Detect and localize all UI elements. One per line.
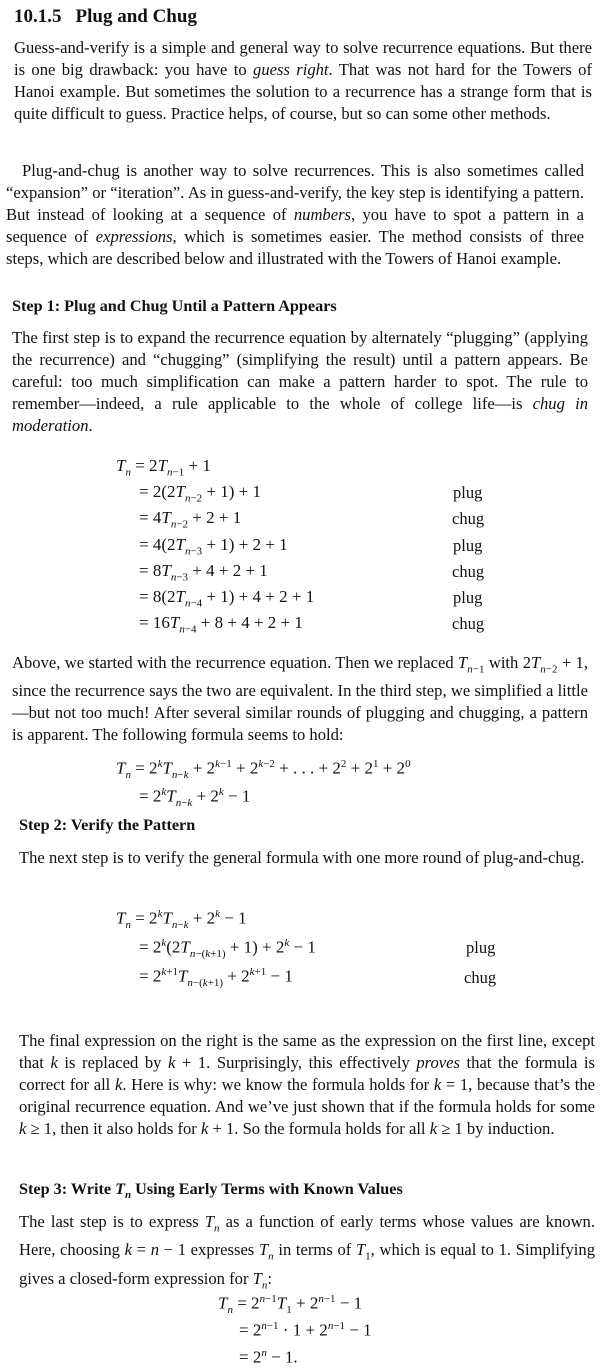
- eq3-line-1: $T_n = 2^{n-1}T_1 + 2^{n-1} - 1$: [218, 1293, 363, 1317]
- section-title-text: Plug and Chug: [75, 6, 197, 27]
- pattern-line-1: $T_n = 2^kT_{n-k} + 2^{k-1} + 2^{k-2}$ + . . . + $2^2 + 2^1 + 2^0$: [116, 758, 411, 782]
- eq1-note-5: plug: [453, 588, 483, 607]
- eq2-note-1: plug: [466, 938, 496, 957]
- step3-heading: Step 3: Write $T_n$ Using Early Terms with Known Values: [19, 1180, 403, 1202]
- eq1-line-6: = $8(2T_{n-4} + 1) + 4 + 2 + 1$: [139, 587, 315, 610]
- eq3-line-2: = $2^{n-1} \cdot 1 + 2^{n-1} - 1$: [239, 1320, 372, 1340]
- eq1-line-3: = $4T_{n-2} + 2 + 1$: [139, 508, 242, 531]
- eq1-line-1: $T_n = 2T_{n-1} + 1$: [116, 456, 211, 479]
- eq2-line-3: = $2^{k+1}T_{n-(k+1)} + 2^{k+1} - 1$: [139, 966, 293, 990]
- eq2-note-2: chug: [464, 968, 497, 987]
- eq1-note-6: chug: [452, 614, 485, 633]
- eq1-note-4: chug: [452, 562, 485, 581]
- step2-paragraph: The next step is to verify the general formula with one more round of plug-and-chug.: [19, 848, 585, 867]
- step1-heading: Step 1: Plug and Chug Until a Pattern Appears: [12, 297, 337, 315]
- step2-heading: Step 2: Verify the Pattern: [19, 816, 196, 834]
- eq1-note-3: plug: [453, 536, 483, 555]
- pattern-line-2: = $2^kT_{n-k} + 2^k - 1$: [139, 786, 251, 810]
- section-title: [14, 6, 197, 28]
- eq1-line-2: = $2(2T_{n-2} + 1) + 1$: [139, 482, 262, 505]
- intro-paragraph-2: Plug-and-chug is another way to solve recurrences. This is also sometimes called “expansion” or “iteration”. As in guess-and-verify, the key step is identifying a pattern. But instead of looking at a sequence of numbers, you have to spot a pattern in a sequence of expressions, which is sometimes easier. The method consists of three steps, which are described below and illustrated with the Towers of Hanoi example.: [6, 161, 584, 268]
- eq1-line-4: = $4(2T_{n-3} + 1) + 2 + 1$: [139, 535, 288, 558]
- step3-paragraph: The last step is to express $T_n$ as a function of early terms whose values are known. Here, choosing k = n − 1 expresses $T_n$ in terms of $T_1$, which is equal to 1. Simplifying gives a closed-form expression for $T_n$:: [19, 1212, 596, 1291]
- intro-paragraph-1: Guess-and-verify is a simple and general way to solve recurrence equations. But there is one big drawback: you have to guess right. That was not hard for the Towers of Hanoi example. But sometimes the solution to a recurrence has a strange form that is quite difficult to guess. Practice helps, of course, but so can some other methods.: [14, 38, 592, 123]
- eq3-line-3: = $2^n - 1$.: [239, 1347, 298, 1367]
- eq1-line-5: = $8T_{n-3} + 4 + 2 + 1$: [139, 561, 268, 584]
- eq2-line-2: = $2^k(2T_{n-(k+1)} + 1) + 2^k - 1$: [139, 937, 316, 961]
- step1-paragraph: The first step is to expand the recurrence equation by alternately “plugging” (applying the recurrence) and “chugging” (simplifying the result) until a pattern appears. Be careful: too much simplification can make a pattern harder to spot. The rule to remember—indeed, a rule applicable to the whole of college life—is chug in moderation.: [12, 328, 588, 435]
- eq1-note-1: plug: [453, 483, 483, 502]
- section-number: 10.1.5: [14, 6, 62, 27]
- eq1-line-7: = $16T_{n-4} + 8 + 4 + 2 + 1$: [139, 613, 303, 636]
- step1-after-paragraph: Above, we started with the recurrence equation. Then we replaced $T_{n-1}$ with $2T_{n-2} + 1$, since the recurrence says the two are equivalent. In the third step, we simplified a little—but not too much! After several similar rounds of plugging and chugging, a pattern is apparent. The following formula seems to hold:: [12, 653, 588, 745]
- eq1-note-2: chug: [452, 509, 485, 528]
- step2-after-paragraph: The final expression on the right is the same as the expression on the first line, except that k is replaced by k + 1. Surprisingly, this effectively proves that the formula is correct for all k. Here is why: we know the formula holds for k = 1, because that’s the original recurrence equation. And we’ve just shown that if the formula holds for some k ≥ 1, then it also holds for k + 1. So the formula holds for all k ≥ 1 by induction.: [19, 1031, 596, 1138]
- eq2-line-1: $T_n = 2^kT_{n-k} + 2^k - 1$: [116, 908, 247, 932]
